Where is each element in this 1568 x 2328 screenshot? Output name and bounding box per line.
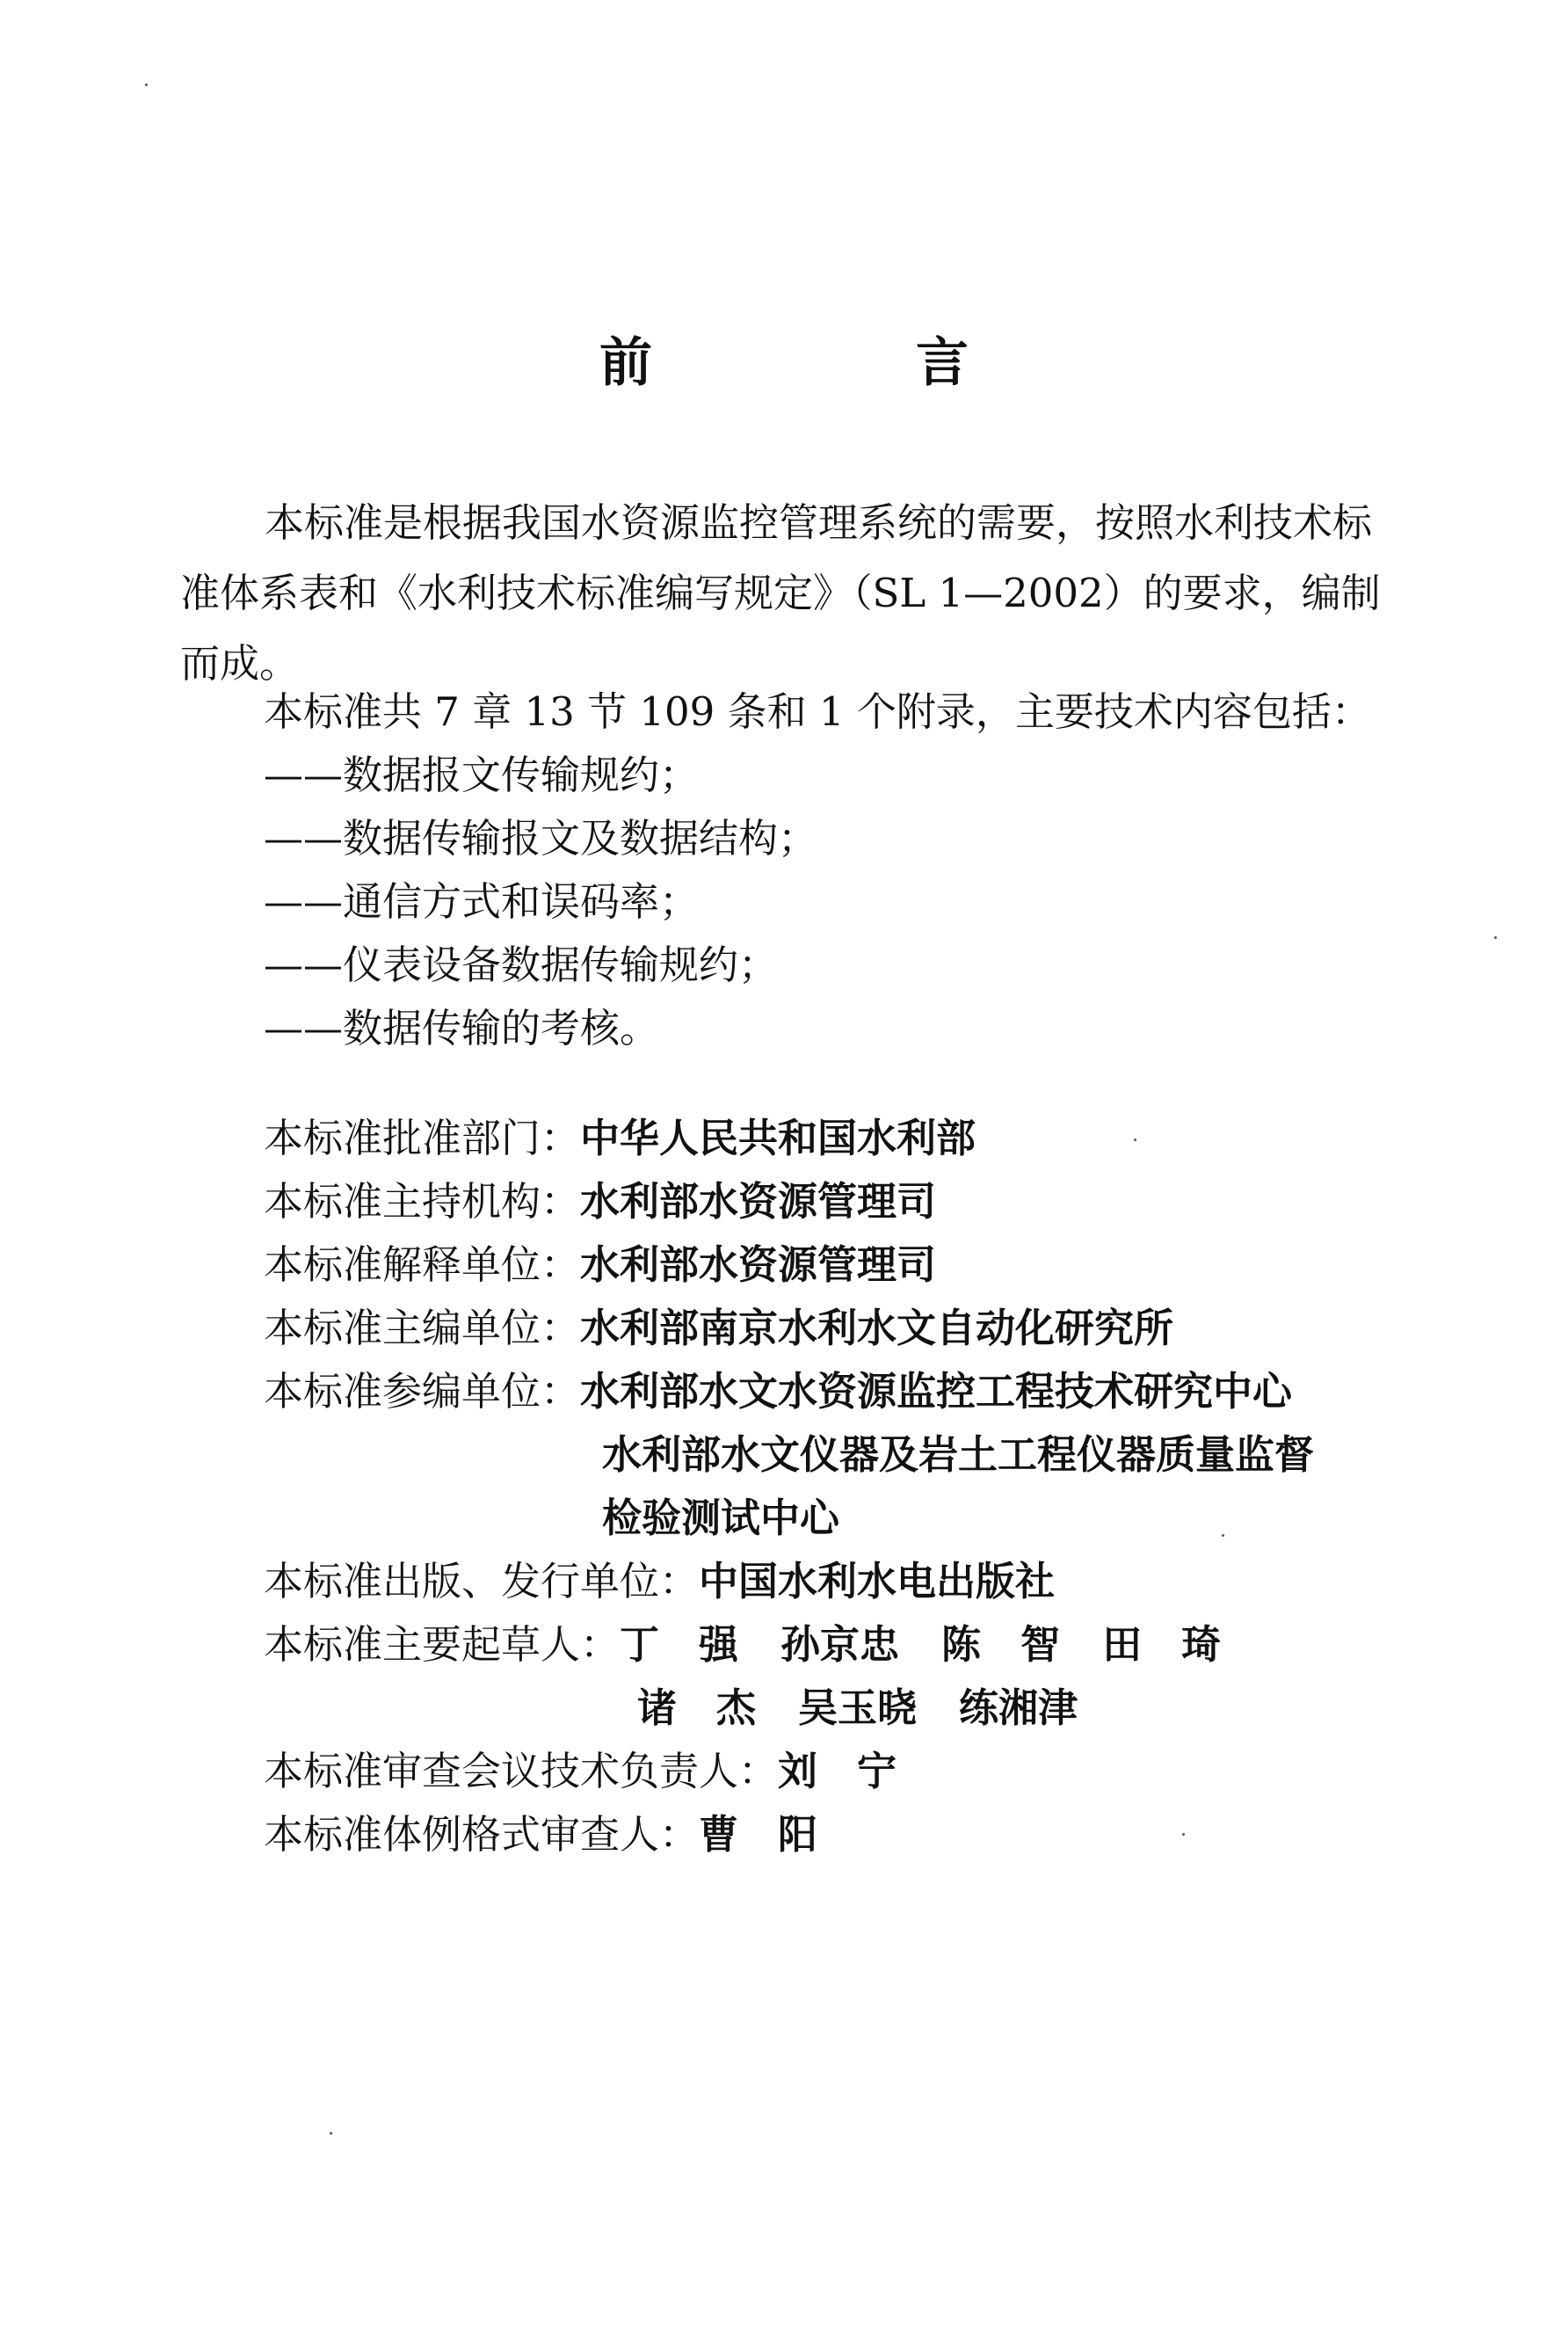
chief-value: 水利部南京水利水文自动化研究所: [580, 1305, 1174, 1351]
participant-row: [264, 1365, 1292, 1418]
format-row: [264, 1808, 817, 1861]
intro-paragraph-2: 本标准共 7 章 13 节 109 条和 1 个附录，主要技术内容包括：: [264, 688, 1371, 735]
list-item: ——数据传输报文及数据结构；: [264, 815, 818, 862]
format-value: 曹 阳: [699, 1811, 818, 1858]
scan-speck: [145, 84, 148, 86]
scan-speck: [330, 2132, 332, 2135]
intro-text-1: 本标准是根据我国水资源监控管理系统的需要，按照水利技术标准体系表和《水利技术标准编写规定》（SL 1—2002）的要求，编制而成。: [180, 499, 1381, 687]
interpret-value: 水利部水资源管理司: [580, 1241, 937, 1288]
scan-speck: [1134, 1139, 1136, 1141]
participant-value-2: 水利部水文仪器及岩土工程仪器质量监督: [602, 1431, 1315, 1478]
list-item: ——通信方式和误码率；: [264, 878, 700, 925]
review-value: 刘 宁: [778, 1748, 897, 1794]
approval-value: 中华人民共和国水利部: [580, 1115, 976, 1161]
publisher-value: 中国水利水电出版社: [699, 1558, 1056, 1604]
chief-label: 本标准主编单位：: [264, 1305, 581, 1351]
page-title: 前 言: [599, 332, 1074, 394]
drafter-name: 田 琦: [1102, 1621, 1222, 1668]
host-value: 水利部水资源管理司: [580, 1178, 937, 1225]
drafter-name: 吴玉晓: [798, 1684, 918, 1731]
list-item: ——数据传输的考核。: [264, 1005, 660, 1051]
interpret-label: 本标准解释单位：: [264, 1241, 581, 1288]
scan-speck: [1494, 936, 1497, 939]
participant-value-3: 检验测试中心: [602, 1495, 840, 1541]
drafter-name: 丁 强: [620, 1621, 739, 1668]
approval-row: [264, 1112, 976, 1165]
drafters-names-line-2: [637, 1682, 1120, 1735]
drafters-label: 本标准主要起草人：: [264, 1621, 621, 1668]
participant-value-1: 水利部水文水资源监控工程技术研究中心: [580, 1368, 1293, 1415]
drafter-name: 孙京忠: [780, 1621, 900, 1668]
approval-label: 本标准批准部门：: [264, 1115, 581, 1161]
host-label: 本标准主持机构：: [264, 1178, 581, 1225]
drafters-names-line-1: [620, 1621, 1263, 1668]
format-label: 本标准体例格式审查人：: [264, 1811, 700, 1858]
interpret-row: [264, 1239, 936, 1291]
participant-label: 本标准参编单位：: [264, 1368, 581, 1415]
host-row: [264, 1175, 936, 1228]
list-item: ——仪表设备数据传输规约；: [264, 942, 779, 988]
chief-row: [264, 1302, 1173, 1355]
review-label: 本标准审查会议技术负责人：: [264, 1748, 779, 1794]
publisher-label: 本标准出版、发行单位：: [264, 1558, 700, 1604]
list-item: ——数据报文传输规约；: [264, 752, 700, 798]
review-row: [264, 1745, 897, 1798]
scan-speck: [1222, 1534, 1224, 1537]
scan-speck: [1182, 1833, 1185, 1836]
drafter-name: 陈 智: [941, 1621, 1061, 1668]
publisher-row: [264, 1555, 1055, 1608]
drafters-row: [264, 1619, 1263, 1671]
intro-paragraph-1: [180, 488, 1393, 699]
drafter-name: 练湘津: [959, 1684, 1078, 1731]
drafter-name: 诸 杰: [637, 1684, 757, 1731]
